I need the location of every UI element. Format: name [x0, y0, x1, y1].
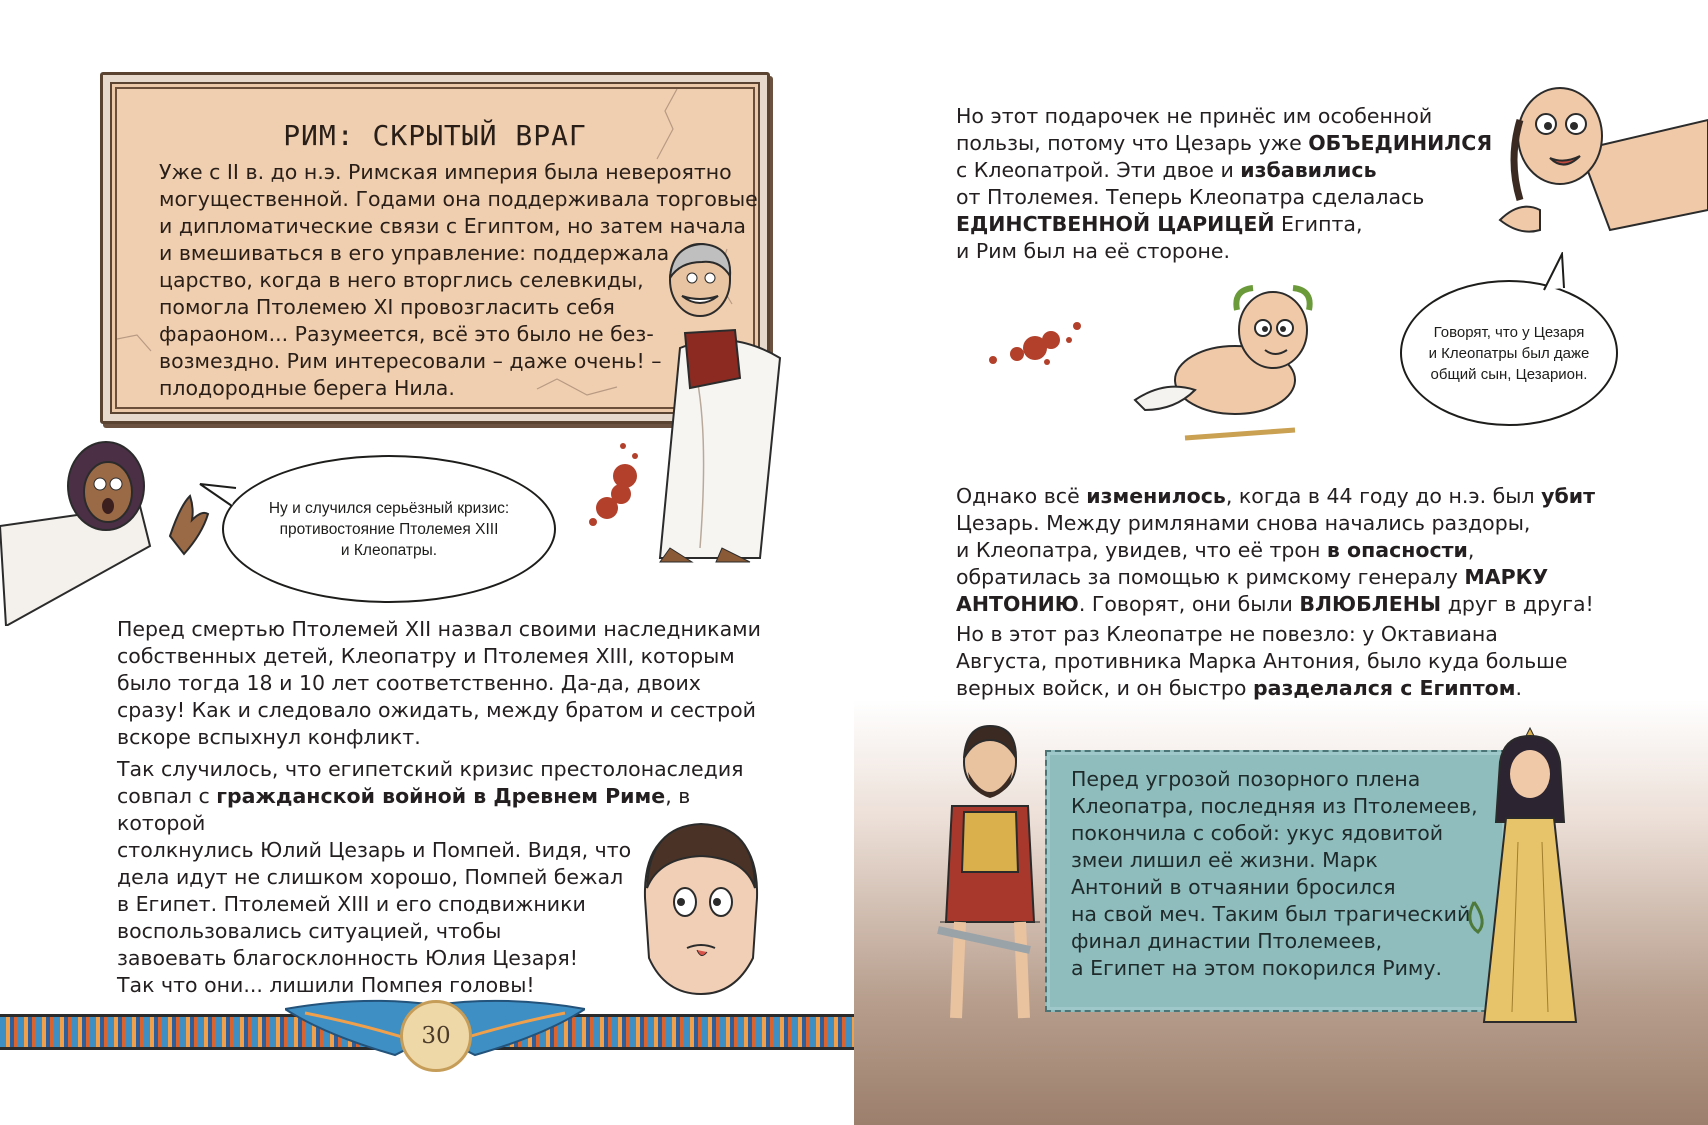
text-line [956, 537, 1596, 564]
text-line [956, 211, 1516, 238]
bubble-text [269, 498, 509, 561]
teal-info-box [1045, 750, 1507, 1012]
tablet-line: плодородные берега Нила. [159, 376, 455, 400]
bold-text: ОБЪЕДИНИЛСЯ [1308, 131, 1493, 155]
tablet-line: и вмешиваться в его управление: поддержала [159, 241, 670, 265]
text-line: Августа, противника Марка Антония, было куда больше [956, 649, 1568, 673]
bubble-line: Ну и случился серьёзный кризис: [268, 499, 510, 517]
text-line: Перед угрозой позорного плена [1071, 767, 1421, 791]
mark-antony-illustration [930, 722, 1050, 1042]
bold-text: гражданской войной в Древнем Риме [216, 784, 666, 808]
bubble-text [1429, 322, 1590, 385]
tablet-line: Уже с II в. до н.э. Римская империя была невероятно [159, 160, 732, 184]
tablet-line: возмездно. Рим интересовали – даже очень! – [159, 349, 662, 373]
text-span: верных войск, и он быстро [956, 676, 1253, 700]
text-line: на свой меч. Таким был трагический [1071, 902, 1471, 926]
text-line: а Египет на этом покорился Риму. [1071, 956, 1443, 980]
text-line [956, 130, 1516, 157]
roman-senator-illustration [640, 238, 790, 578]
teal-box-text [1071, 766, 1491, 982]
text-span: , в которой [117, 784, 691, 835]
text-line: было тогда 18 и 10 лет соответственно. Да-да, двоих [117, 671, 701, 695]
text-line: Так случилось, что египетский кризис престолонаследия [117, 757, 744, 781]
bold-text: избавились [1240, 158, 1377, 182]
text-line: финал династии Птолемеев, [1071, 929, 1383, 953]
tablet-title: РИМ: СКРЫТЫЙ ВРАГ [283, 119, 587, 152]
text-span: . Говорят, они были [1078, 592, 1300, 616]
text-line [956, 157, 1516, 184]
text-line: в Египет. Птолемей XIII и его сподвижники [117, 892, 586, 916]
blood-splatter-icon [985, 318, 1095, 378]
text-span: . [1515, 676, 1522, 700]
text-line: Но в этот раз Клеопатре не повезло: у Октавиана [956, 622, 1498, 646]
text-line [956, 675, 1596, 702]
tablet-line: царство, когда в него вторглись селевкиды, [159, 268, 644, 292]
text-line: Так что они... лишили Помпея головы! [117, 973, 535, 997]
text-line: воспользовались ситуацией, чтобы [117, 919, 502, 943]
text-span: друг в друга! [1441, 592, 1594, 616]
page-number: 30 [421, 1023, 451, 1049]
bubble-tail [1540, 252, 1570, 292]
text-line: завоевать благосклонность Юлия Цезаря! [117, 946, 578, 970]
bald-man-illustration [1490, 80, 1708, 250]
bubble-line: Говорят, что у Цезаря [1433, 323, 1585, 341]
tablet-line: могущественной. Годами она поддерживала торговые [159, 187, 758, 211]
bold-text: убит [1541, 484, 1596, 508]
tablet-line: фараоном... Разумеется, всё это было не без- [159, 322, 654, 346]
text-line: Цезарь. Между римлянами снова начались раздоры, [956, 511, 1531, 535]
tablet-line: помогла Птолемею XI провозгласить себя [159, 295, 615, 319]
egyptian-narrator-illustration [0, 436, 220, 626]
text-line: Клеопатра, последняя из Птолемеев, [1071, 794, 1478, 818]
text-line: покончила с собой: укус ядовитой [1071, 821, 1444, 845]
paragraph-alliance [956, 103, 1516, 265]
bubble-line: противостояние Птолемея XIII [279, 520, 499, 538]
bold-text: МАРКУ [1464, 565, 1549, 589]
bubble-line: и Клеопатры был даже [1428, 344, 1590, 362]
text-line: змеи лишил её жизни. Марк [1071, 848, 1378, 872]
baby-caesarion-illustration [1125, 280, 1325, 460]
bold-text: разделался с Египтом [1253, 676, 1516, 700]
page-number-disc [400, 1000, 472, 1072]
text-line: и Рим был на её стороне. [956, 239, 1231, 263]
text-line [956, 591, 1596, 618]
text-line: от Птолемея. Теперь Клеопатра сделалась [956, 185, 1425, 209]
text-line: столкнулись Юлий Цезарь и Помпей. Видя, что [117, 838, 632, 862]
text-line: Антоний в отчаянии бросился [1071, 875, 1396, 899]
bubble-line: и Клеопатры. [340, 541, 438, 559]
pompey-head-illustration [625, 818, 775, 998]
text-line: Перед смертью Птолемей XII назвал своими наследниками [117, 617, 761, 641]
text-span: пользы, потому что Цезарь уже [956, 131, 1309, 155]
text-span: Однако всё [956, 484, 1087, 508]
bold-text: АНТОНИЮ [956, 592, 1079, 616]
cleopatra-illustration [1460, 722, 1610, 1042]
text-span: , когда в 44 году до н.э. был [1225, 484, 1542, 508]
bold-text: ЕДИНСТВЕННОЙ ЦАРИЦЕЙ [956, 212, 1275, 236]
paragraph-antony [956, 483, 1596, 702]
text-span: Египта, [1274, 212, 1363, 236]
blood-splatter-icon [585, 438, 655, 528]
bubble-line: общий сын, Цезарион. [1430, 365, 1588, 383]
paragraph-succession [117, 616, 777, 751]
text-line: сразу! Как и следовало ожидать, между братом и сестрой [117, 698, 756, 722]
bold-text: изменилось [1086, 484, 1226, 508]
text-span: с Клеопатрой. Эти двое и [956, 158, 1241, 182]
text-span: обратилась за помощью к римскому генералу [956, 565, 1465, 589]
speech-bubble-crisis [222, 455, 556, 603]
bold-text: ВЛЮБЛЕНЫ [1299, 592, 1442, 616]
tablet-line: и дипломатические связи с Египтом, но затем начала [159, 214, 746, 238]
text-line: Но этот подарочек не принёс им особенной [956, 104, 1433, 128]
bold-text: в опасности [1326, 538, 1468, 562]
bubble-tail [198, 480, 238, 510]
text-line [956, 483, 1596, 510]
text-line: дела идут не слишком хорошо, Помпей бежал [117, 865, 624, 889]
text-line [956, 564, 1596, 591]
text-line: собственных детей, Клеопатру и Птолемея XIII, которым [117, 644, 735, 668]
text-span: , [1467, 538, 1475, 562]
text-span: и Клеопатра, увидев, что её трон [956, 538, 1327, 562]
text-span: совпал с [117, 784, 217, 808]
text-line: вскоре вспыхнул конфликт. [117, 725, 421, 749]
speech-bubble-caesarion [1400, 280, 1618, 426]
